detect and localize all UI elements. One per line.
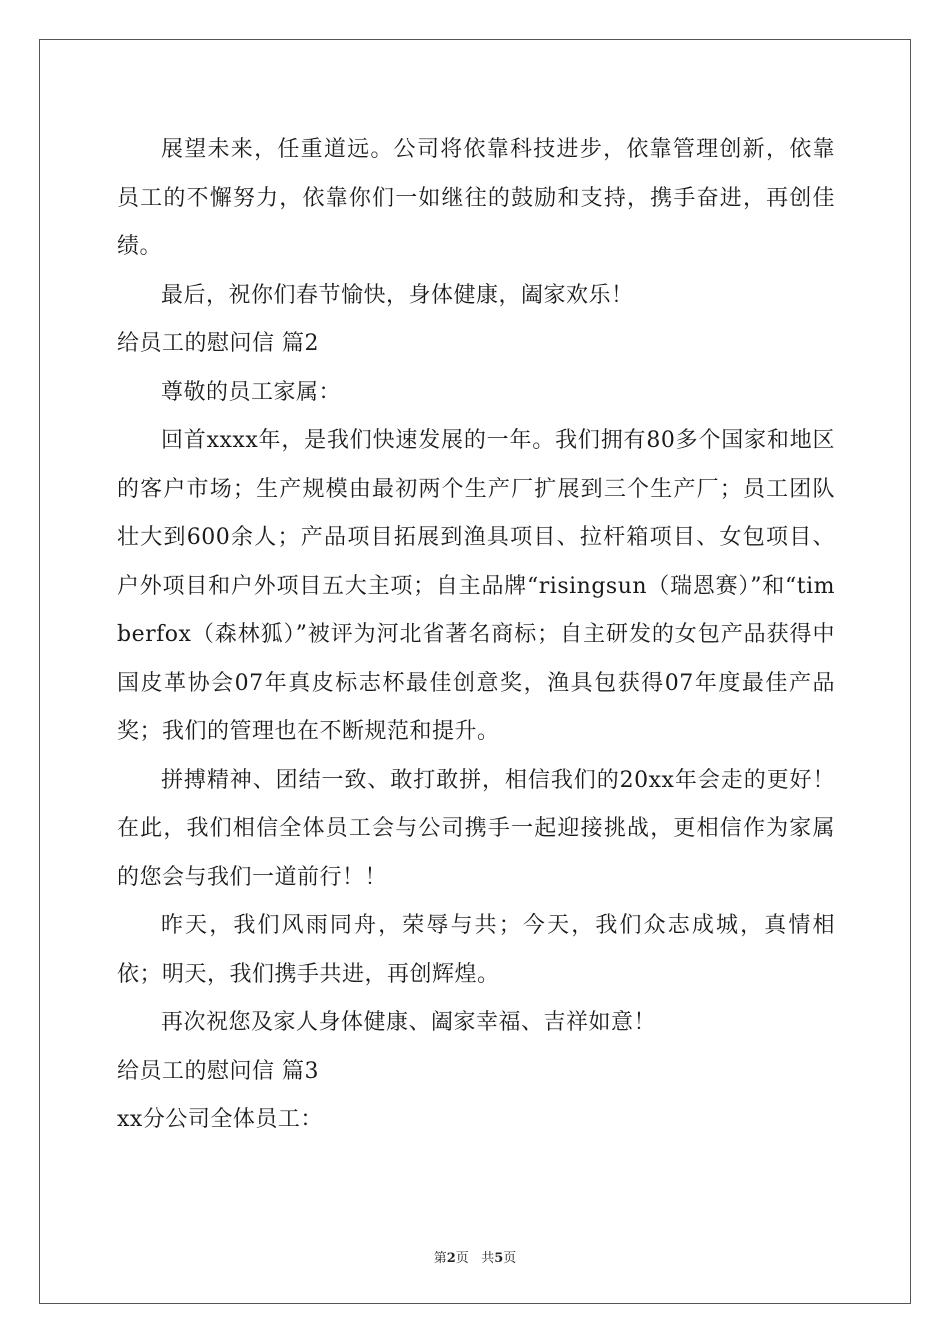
page-footer [0,1247,950,1266]
paragraph-final-wishes: 再次祝您及家人身体健康、阖家幸福、吉祥如意！ [161,1010,657,1035]
page-total-suffix: 页 [503,1251,517,1266]
salutation-family: 尊敬的员工家属： [161,379,342,405]
page-number-prefix: 第 [433,1251,447,1266]
paragraph-spirit: 拼搏精神、团结一致、敢打敢拼，相信我们的20xx年会走的更好！在此，我们相信全体员工会与公司携手一起迎接挑战，更相信作为家属的您会与我们一道前行！！ [117,767,835,890]
page-number-suffix: 页 [455,1251,469,1266]
paragraph-outlook: 展望未来，任重道远。公司将依靠科技进步，依靠管理创新，依靠员工的不懈努力，依靠你们一如继往的鼓励和支持，携手奋进，再创佳绩。 [117,137,835,259]
page-total: 5 [494,1251,504,1266]
section-heading-2: 给员工的慰问信 篇2 [117,331,319,356]
page-number-current: 2 [446,1251,456,1266]
document-body [117,126,835,1145]
salutation-branch: xx分公司全体员工： [117,1107,323,1132]
paragraph-review: 回首xxxx年，是我们快速发展的一年。我们拥有80多个国家和地区的客户市场；生产规模由最初两个生产厂扩展到三个生产厂；员工团队壮大到600余人；产品项目拓展到渔具项目、拉杆箱项目、女包项目、户外项目和户外项目五大主项；自主品牌“risingsun（瑞恩赛）”和“timberfox（森林狐）”被评为河北省著名商标；自主研发的女包产品获得中国皮革协会07年真皮标志杯最佳创意奖，渔具包获得07年度最佳产品奖；我们的管理也在不断规范和提升。 [117,428,836,744]
paragraph-yesterday-today: 昨天，我们风雨同舟，荣辱与共；今天，我们众志成城，真情相依；明天，我们携手共进，再创辉煌。 [117,913,835,987]
page-total-prefix: 共 [481,1251,495,1266]
section-heading-3: 给员工的慰问信 篇3 [117,1058,319,1084]
paragraph-closing-wishes: 最后，祝你们春节愉快，身体健康，阖家欢乐！ [161,282,634,308]
